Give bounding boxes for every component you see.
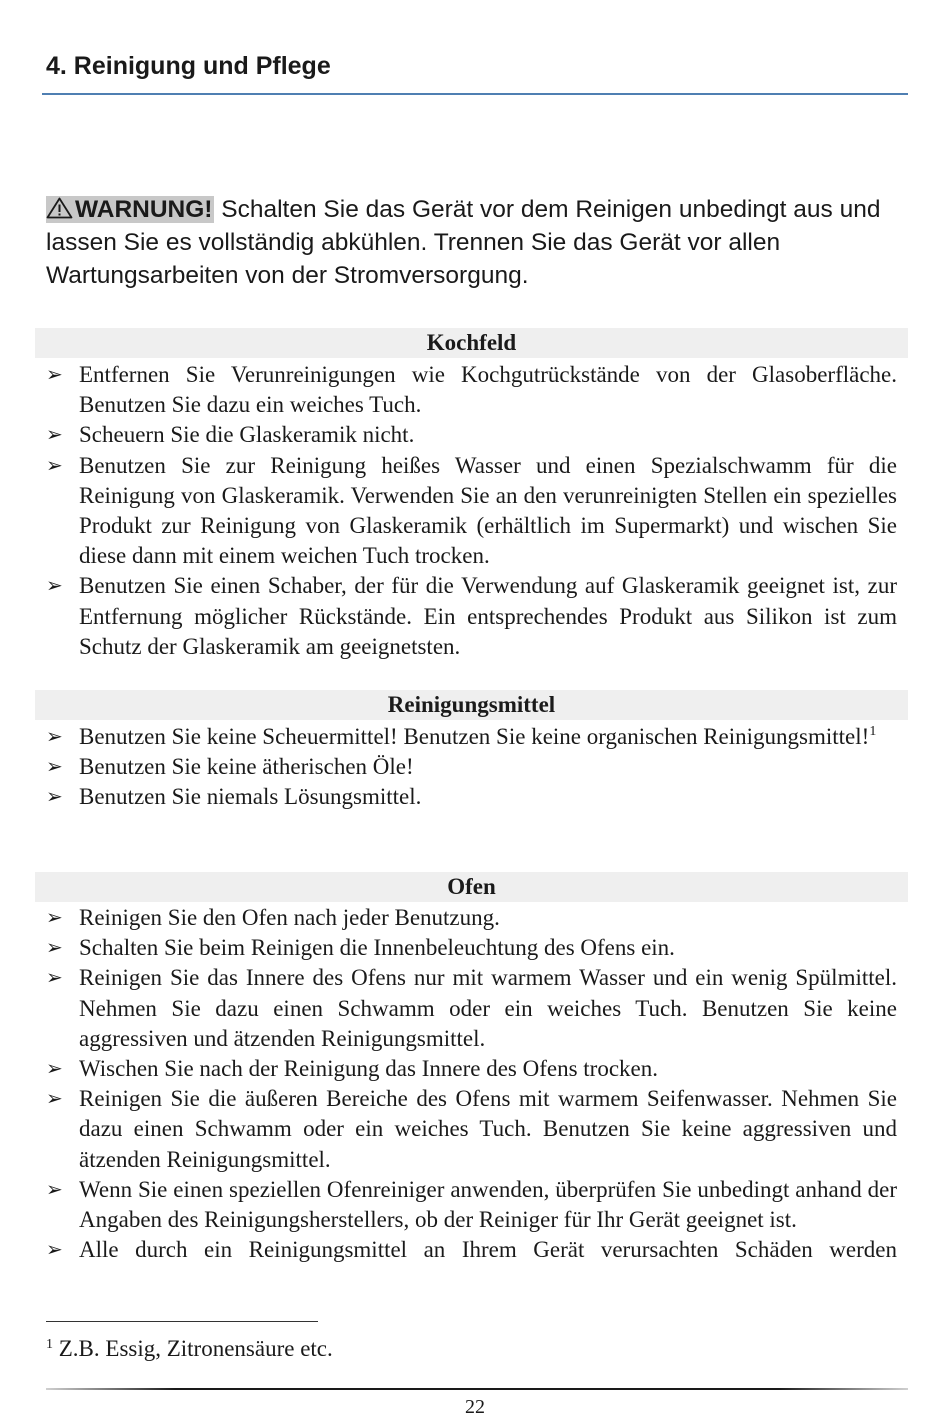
warning-text: Schalten Sie das Gerät vor dem Reinigen unbedingt aus und lassen Sie es vollständig abkühlen. Trennen Sie das Gerät vor allen Wartungsarbeiten von der Stromversorgung. bbox=[46, 196, 881, 289]
bullet-arrow-icon: ➢ bbox=[46, 1088, 63, 1111]
list-item: ➢ Benutzen Sie niemals Lösungsmittel. bbox=[46, 782, 897, 812]
list-item: ➢ Entfernen Sie Verunreinigungen wie Kochgutrückstände von der Glasoberfläche. Benutzen Sie dazu ein weiches Tuch. bbox=[46, 362, 897, 418]
bullet-arrow-icon: ➢ bbox=[46, 937, 63, 960]
warning-paragraph bbox=[46, 193, 908, 292]
list-item: ➢ Reinigen Sie die äußeren Bereiche des Ofens mit warmem Seifenwasser. Nehmen Sie dazu einen Schwamm oder ein weiches Tuch. Benutzen Sie keine aggressiven und ätzenden Reinigungsmittel. bbox=[46, 1086, 897, 1172]
bullet-arrow-icon: ➢ bbox=[46, 907, 63, 929]
bullet-arrow-icon: ➢ bbox=[46, 786, 63, 809]
footnote-marker: 1 bbox=[46, 1337, 53, 1352]
section-heading-reinigungsmittel: Reinigungsmittel bbox=[35, 690, 908, 720]
list-item: ➢ Schalten Sie beim Reinigen die Innenbeleuchtung des Ofens ein. bbox=[46, 933, 897, 963]
list-item: ➢ Wenn Sie einen speziellen Ofenreiniger anwenden, überprüfen Sie unbedingt anhand der Angaben des Reinigungsherstellers, ob der Reiniger für Ihr Gerät geeignet ist. bbox=[46, 1176, 897, 1233]
list-item: ➢ Benutzen Sie keine ätherischen Öle! bbox=[46, 752, 897, 782]
bullet-arrow-icon: ➢ bbox=[46, 1178, 63, 1201]
section-heading-ofen: Ofen bbox=[35, 872, 908, 902]
list-item: ➢ Reinigen Sie das Innere des Ofens nur mit warmem Wasser und ein wenig Spülmittel. Nehmen Sie dazu einen Schwamm oder ein weiches Tuch. Benutzen Sie keine aggressiven und ätzenden Reinigungsmittel. bbox=[46, 965, 897, 1051]
list-item: ➢ Scheuern Sie die Glaskeramik nicht. bbox=[46, 420, 897, 450]
footnote bbox=[46, 1336, 333, 1362]
bullet-arrow-icon: ➢ bbox=[46, 1239, 63, 1262]
bullet-arrow-icon: ➢ bbox=[46, 575, 63, 598]
ofen-list bbox=[46, 903, 897, 1265]
bullet-arrow-icon: ➢ bbox=[46, 967, 63, 990]
reinigungsmittel-list bbox=[46, 722, 897, 813]
list-item: ➢ Wischen Sie nach der Reinigung das Innere des Ofens trocken. bbox=[46, 1054, 897, 1084]
bullet-arrow-icon: ➢ bbox=[46, 756, 63, 779]
footnote-reference: 1 bbox=[869, 724, 877, 739]
section-heading-kochfeld: Kochfeld bbox=[35, 328, 908, 358]
page-number: 22 bbox=[465, 1396, 485, 1418]
page-title: 4. Reinigung und Pflege bbox=[46, 52, 331, 80]
list-item: ➢ Benutzen Sie keine Scheuermittel! Benutzen Sie keine organischen Reinigungsmittel!$^1$ bbox=[46, 722, 897, 752]
list-item: ➢ Benutzen Sie zur Reinigung heißes Wasser und einen Spezialschwamm für die Reinigung von Glaskeramik. Verwenden Sie an den verunreinigten Stellen ein spezielles Produkt zur Reinigung von Glaskeramik (erhältlich im Supermarkt) und wischen Sie diese dann mit einem weichen Tuch trocken. bbox=[46, 452, 897, 569]
bullet-arrow-icon: ➢ bbox=[46, 364, 63, 386]
footer-rule bbox=[46, 1388, 908, 1390]
bullet-arrow-icon: ➢ bbox=[46, 454, 63, 477]
warning-label: WARNUNG! bbox=[75, 196, 213, 223]
list-item: ➢ Alle durch ein Reinigungsmittel an Ihrem Gerät verursachten Schäden werden bbox=[46, 1235, 897, 1265]
bullet-arrow-icon: ➢ bbox=[46, 424, 63, 447]
title-rule bbox=[42, 93, 908, 95]
kochfeld-list bbox=[46, 360, 897, 662]
footnote-separator bbox=[46, 1321, 318, 1322]
list-item: ➢ Reinigen Sie den Ofen nach jeder Benutzung. bbox=[46, 903, 897, 933]
warning-label-box bbox=[46, 196, 214, 223]
footnote-text: Z.B. Essig, Zitronensäure etc. bbox=[53, 1336, 333, 1361]
warning-triangle-icon bbox=[46, 197, 73, 219]
bullet-arrow-icon: ➢ bbox=[46, 726, 63, 748]
list-item: ➢ Benutzen Sie einen Schaber, der für die Verwendung auf Glaskeramik geeignet ist, zur Entfernung möglicher Rückstände. Ein entsprechendes Produkt aus Silikon ist zum Schutz der Glaskeramik am geeignetsten. bbox=[46, 573, 897, 659]
bullet-arrow-icon: ➢ bbox=[46, 1058, 63, 1081]
